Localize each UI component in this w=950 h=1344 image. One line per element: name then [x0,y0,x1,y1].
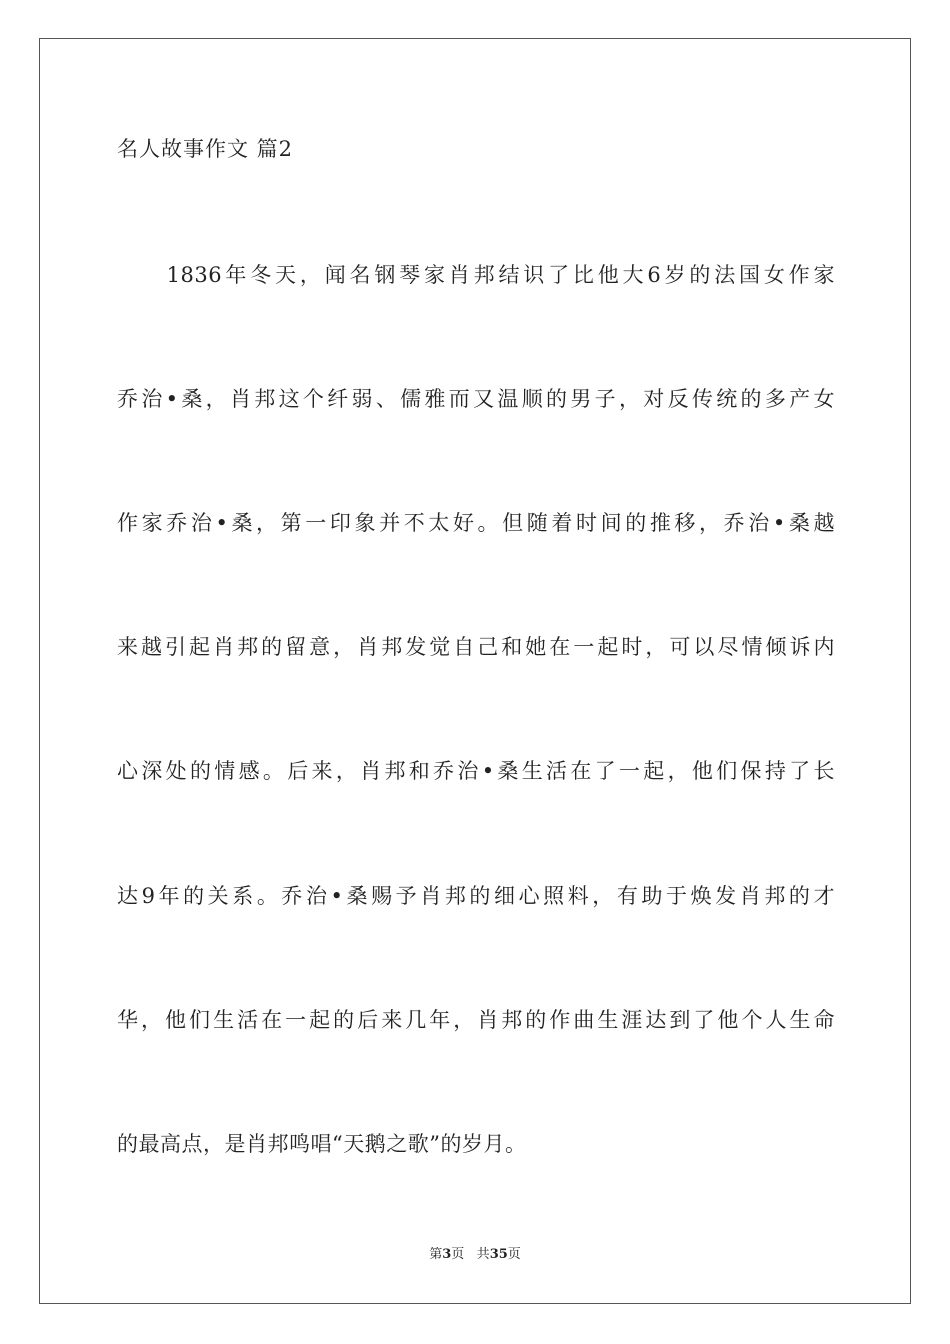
page-number: 3 [442,1247,452,1262]
page-suffix: 页 [451,1247,465,1262]
paragraph-line-1: 1836年冬天，闻名钢琴家肖邦结识了比他大6岁的法国女作家 [117,263,835,287]
paragraph-line-3: 作家乔治•桑，第一印象并不太好。但随着时间的推移，乔治•桑越 [117,511,835,535]
page-footer [0,1245,950,1265]
total-pages: 35 [489,1247,508,1262]
paragraph-line-8: 的最高点，是肖邦鸣唱“天鹅之歌”的岁月。 [117,1132,527,1156]
page-prefix: 第 [429,1247,443,1262]
paragraph-line-5: 心深处的情感。后来，肖邦和乔治•桑生活在了一起，他们保持了长 [117,759,835,783]
paragraph-line-7: 华，他们生活在一起的后来几年，肖邦的作曲生涯达到了他个人生命 [117,1008,835,1032]
total-prefix: 共 [476,1247,490,1262]
paragraph-line-6: 达9年的关系。乔治•桑赐予肖邦的细心照料，有助于焕发肖邦的才 [117,884,835,908]
paragraph-line-4: 来越引起肖邦的留意，肖邦发觉自己和她在一起时，可以尽情倾诉内 [117,635,835,659]
total-suffix: 页 [507,1247,521,1262]
paragraph-line-2: 乔治•桑，肖邦这个纤弱、儒雅而又温顺的男子，对反传统的多产女 [117,387,835,411]
section-title: 名人故事作文 篇2 [117,137,294,161]
page-frame [39,38,911,1304]
